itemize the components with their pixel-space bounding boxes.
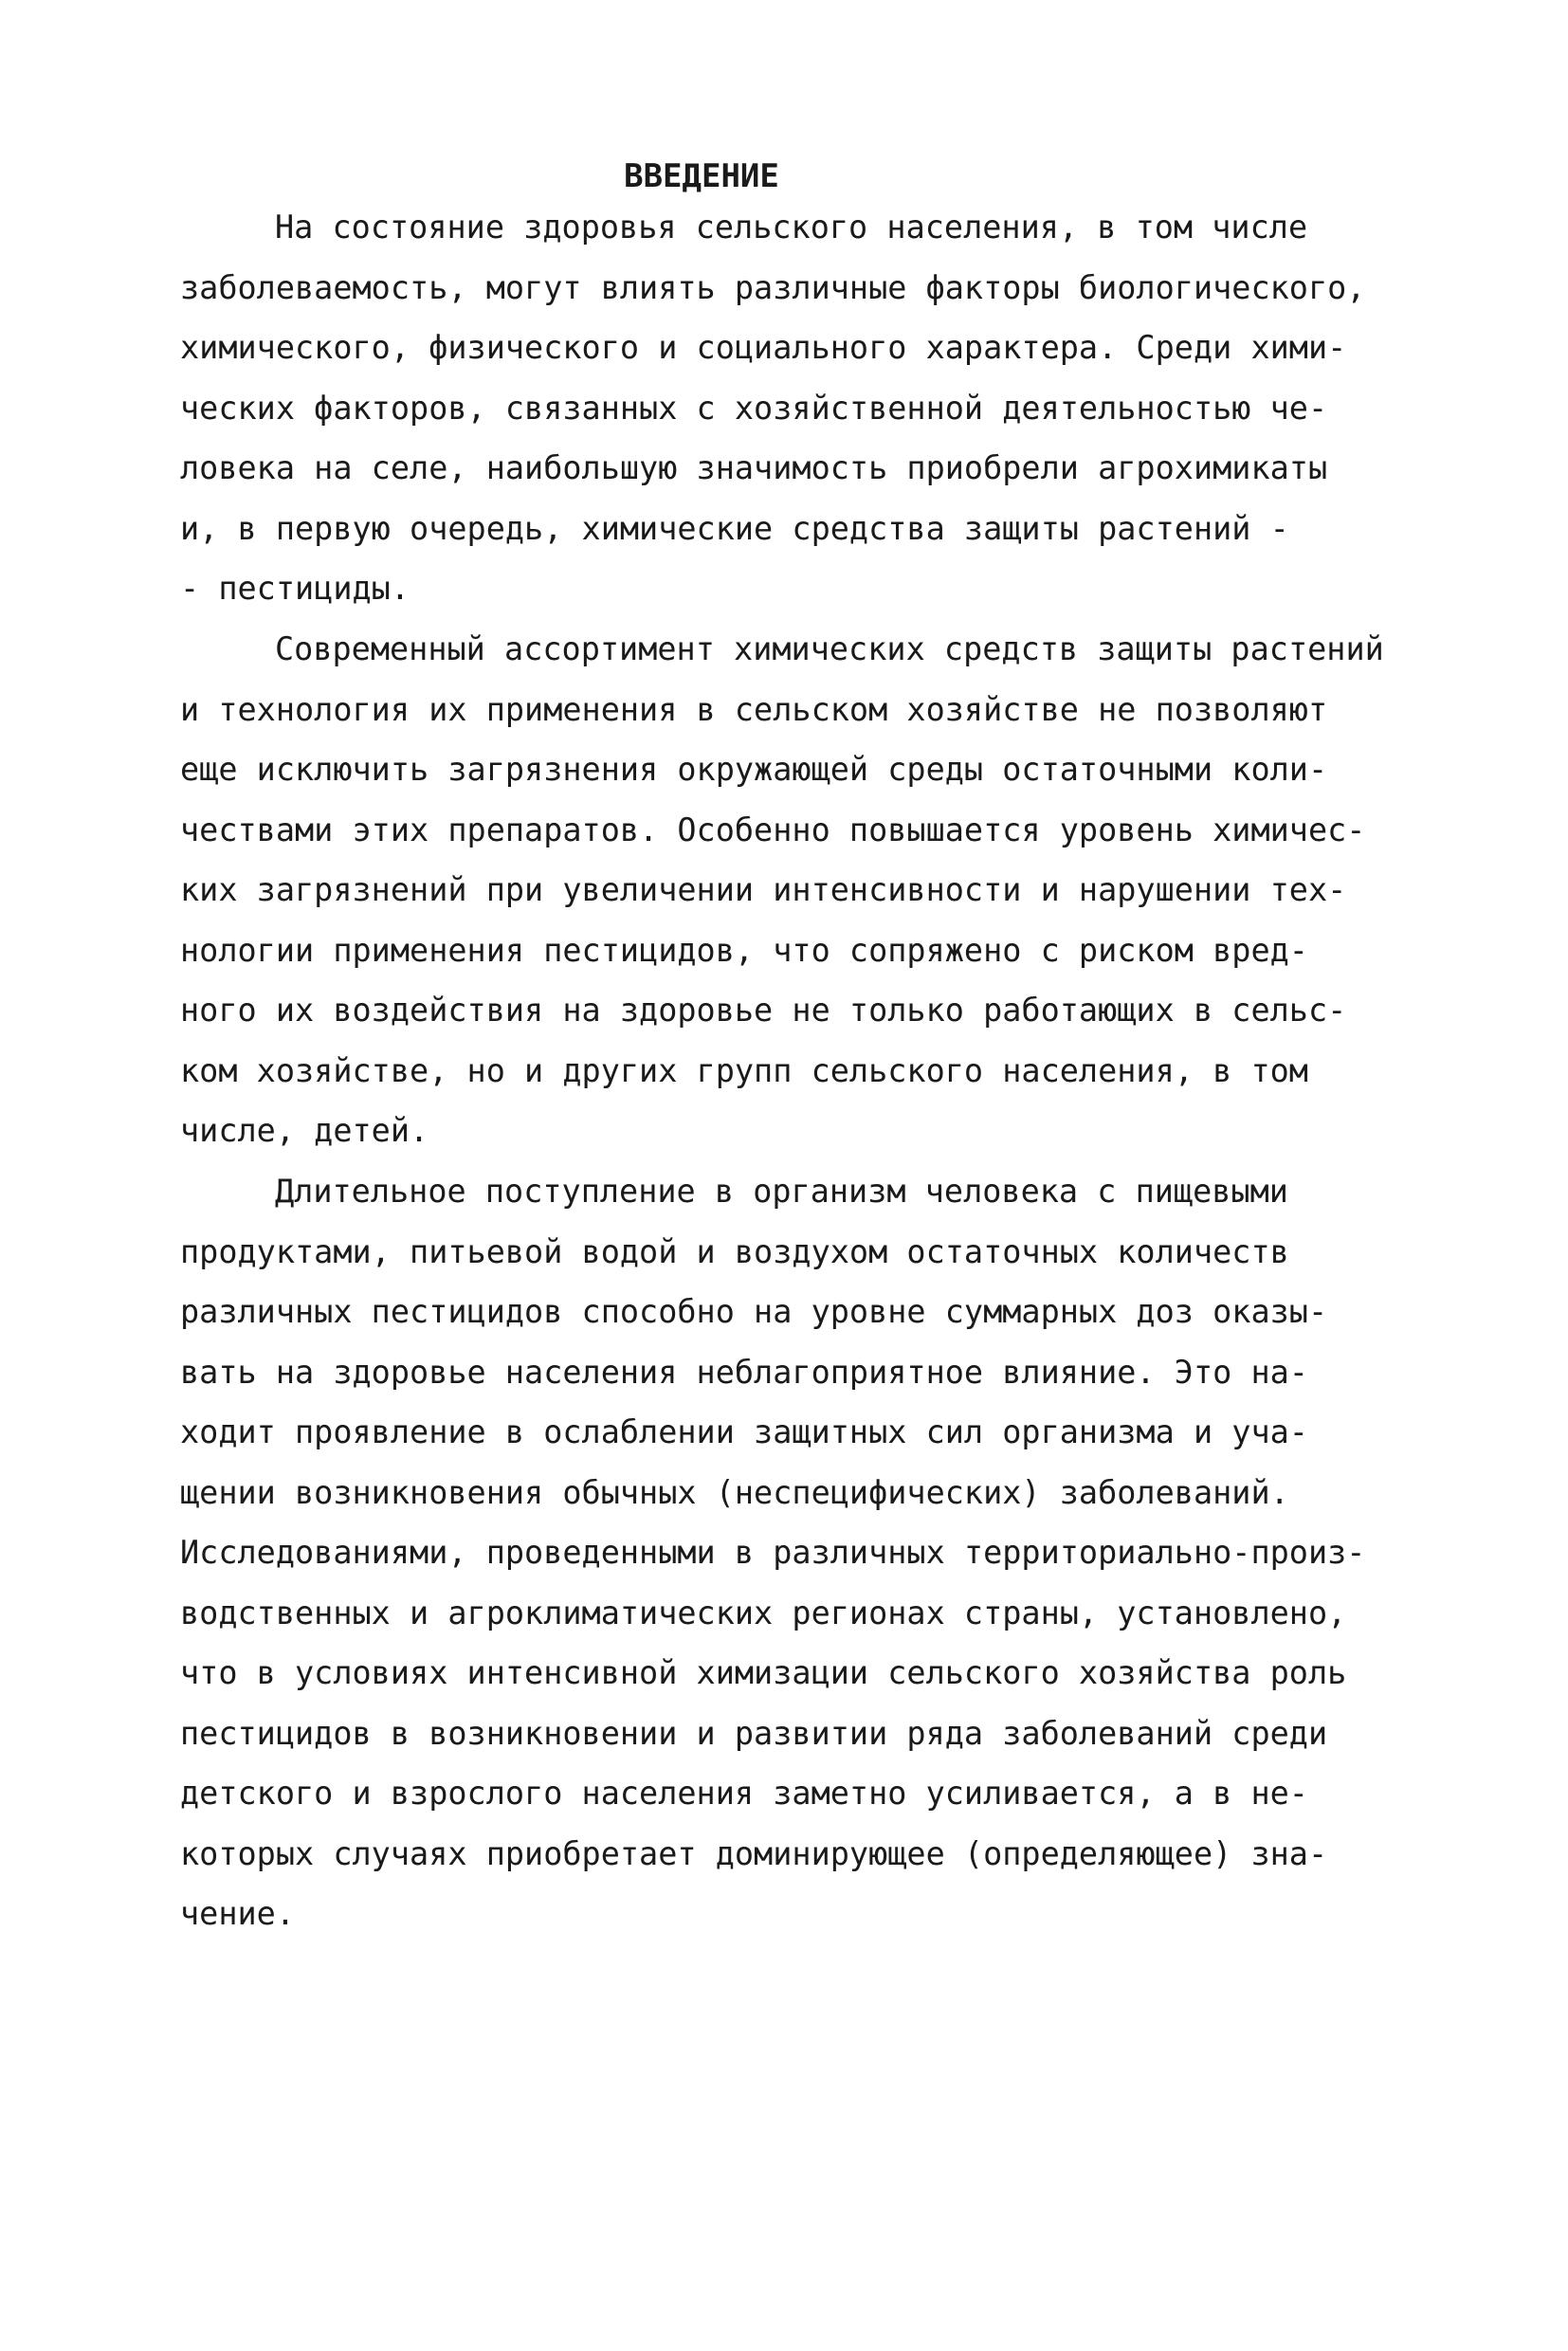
paragraph-health-factors — [180, 197, 1365, 619]
text-line: Исследованиями, проведенными в различных территориально-произ- — [180, 1534, 1366, 1571]
text-line: продуктами, питьевой водой и воздухом остаточных количеств — [180, 1232, 1289, 1270]
text-line: ловека на селе, наибольшую значимость приобрели агрохимикаты — [180, 449, 1328, 486]
text-line: которых случаях приобретает доминирующее (определяющее) зна- — [180, 1834, 1328, 1872]
text-line: щении возникновения обычных (неспецифических) заболеваний. — [180, 1473, 1289, 1511]
text-line: что в условиях интенсивной химизации сельского хозяйства роль — [180, 1654, 1347, 1691]
text-line: ходит проявление в ослаблении защитных сил организма и уча- — [180, 1413, 1308, 1450]
paragraph-pesticide-assortment — [180, 619, 1384, 1161]
text-line: водственных и агроклиматических регионах страны, установлено, — [180, 1594, 1347, 1631]
text-line: вать на здоровье населения неблагоприятное влияние. Это на- — [180, 1353, 1308, 1391]
text-line: чение. — [180, 1895, 296, 1932]
text-line: ком хозяйстве, но и других групп сельского населения, в том — [180, 1051, 1308, 1089]
text-line: и технология их применения в сельском хозяйстве не позволяют — [180, 690, 1328, 728]
text-line: Длительное поступление в организм человека с пищевыми — [275, 1173, 1288, 1210]
text-line: - пестициды. — [180, 570, 410, 607]
text-line: На состояние здоровья сельского населения, в том числе — [275, 209, 1308, 246]
text-line: ного их воздействия на здоровье не только работающих в сельс- — [180, 992, 1347, 1029]
text-line: числе, детей. — [180, 1112, 429, 1149]
text-line: заболеваемость, могут влиять различные факторы биологического, — [180, 268, 1366, 306]
paragraph-long-term-exposure — [180, 1161, 1365, 1944]
text-line: ческих факторов, связанных с хозяйственной деятельностью че- — [180, 389, 1328, 427]
text-line: нологии применения пестицидов, что сопряжено с риском вред- — [180, 931, 1308, 969]
text-line: и, в первую очередь, химические средства защиты растений - — [180, 509, 1289, 547]
text-line: пестицидов в возникновении и развитии ряда заболеваний среди — [180, 1714, 1328, 1752]
text-line: ких загрязнений при увеличении интенсивности и нарушении тех- — [180, 871, 1347, 908]
text-line: химического, физического и социального характера. Среди хими- — [180, 329, 1347, 366]
text-line: различных пестицидов способно на уровне суммарных доз оказы- — [180, 1293, 1328, 1330]
text-line: Современный ассортимент химических средств защиты растений — [275, 630, 1384, 667]
text-line: еще исключить загрязнения окружающей среды остаточными коли- — [180, 751, 1328, 788]
text-line: чествами этих препаратов. Особенно повышается уровень химичес- — [180, 811, 1366, 848]
page-title: ВВЕДЕНИЕ — [624, 157, 779, 195]
text-line: детского и взрослого населения заметно усиливается, а в не- — [180, 1775, 1308, 1812]
